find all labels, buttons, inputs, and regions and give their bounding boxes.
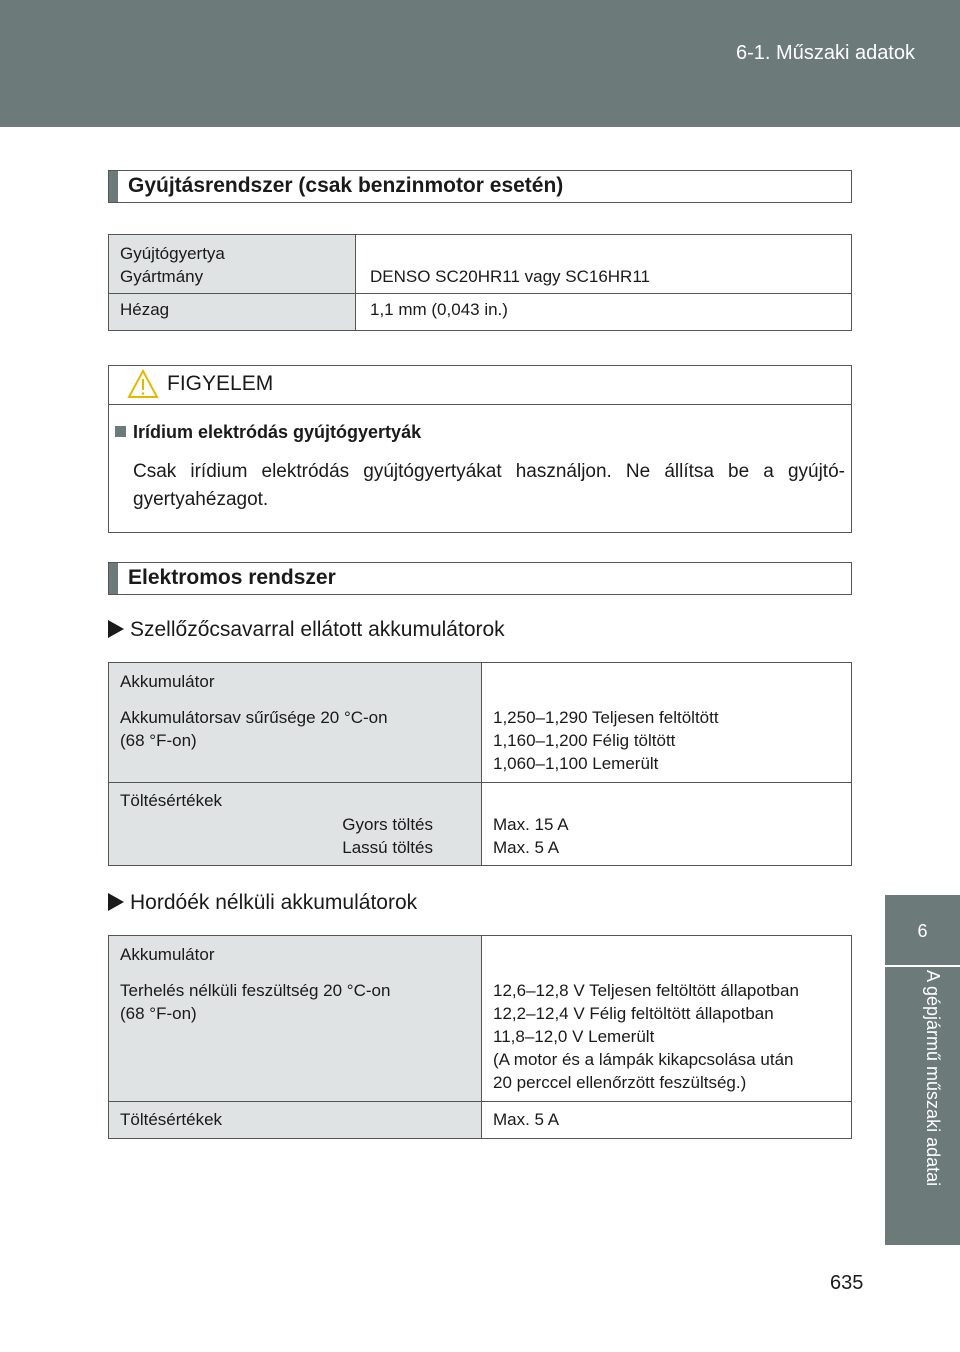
chapter-side-label: A gépjármű műszaki adatai xyxy=(923,970,943,1187)
value-text: 11,8–12,0 V Lemerült xyxy=(493,1027,655,1046)
warning-box xyxy=(108,365,852,533)
table-value-cell xyxy=(356,235,852,294)
label-text: Töltésértékek xyxy=(120,1110,223,1129)
warning-subtitle: Irídium elektródás gyújtógyertyák xyxy=(133,422,422,442)
value-text: Max. 15 A xyxy=(493,815,569,834)
table-value-cell xyxy=(482,663,852,783)
value-text: DENSO SC20HR11 vagy SC16HR11 xyxy=(370,267,650,286)
chapter-title: 6-1. Műszaki adatok xyxy=(736,42,915,64)
label-text: Gyújtógyertya xyxy=(120,244,225,263)
table-label-cell xyxy=(109,663,482,783)
label-text: Hézag xyxy=(120,300,170,319)
subsection-title-maintenance-free xyxy=(108,891,417,915)
label-text: Gyártmány xyxy=(120,267,204,286)
table-label-cell xyxy=(109,783,482,866)
label-text: Akkumulátor xyxy=(120,672,215,691)
table-row xyxy=(109,1102,852,1139)
value-text: 1,250–1,290 Teljesen feltöltött xyxy=(493,708,719,727)
label-text: Töltésértékek xyxy=(120,791,223,810)
section-title: Gyújtásrendszer (csak benzinmotor esetén) xyxy=(128,174,564,197)
chapter-number: 6 xyxy=(917,921,928,941)
table-value-cell xyxy=(356,294,852,331)
subsection-title-vented xyxy=(108,618,505,642)
vented-battery-table xyxy=(108,662,852,866)
value-text: 1,060–1,100 Lemerült xyxy=(493,754,659,773)
page-number: 635 xyxy=(830,1272,864,1294)
table-row xyxy=(109,783,852,866)
value-text: (A motor és a lámpák kikapcsolása után xyxy=(493,1050,794,1069)
warning-triangle-icon xyxy=(127,369,159,399)
table-row xyxy=(109,294,852,331)
square-bullet-icon xyxy=(115,426,126,437)
value-text: Max. 5 A xyxy=(493,838,560,857)
page-header xyxy=(0,0,960,127)
table-label-cell xyxy=(109,1102,482,1139)
table-value-cell xyxy=(482,936,852,1102)
label-text: Gyors töltés xyxy=(342,815,433,834)
label-text: Akkumulátorsav sűrűsége 20 °C-on xyxy=(120,708,388,727)
chapter-number-box xyxy=(885,895,960,967)
label-text: (68 °F-on) xyxy=(120,1004,197,1023)
triangle-bullet-icon xyxy=(108,893,124,911)
table-row xyxy=(109,936,852,1102)
value-text: 12,2–12,4 V Félig feltöltött állapotban xyxy=(493,1004,774,1023)
maintenance-free-battery-table xyxy=(108,935,852,1139)
value-text: Max. 5 A xyxy=(493,1110,560,1129)
section-heading-bar xyxy=(109,563,118,594)
subsection-title-text: Szellőzőcsavarral ellátott akkumulátorok xyxy=(130,618,505,641)
value-text: 20 perccel ellenőrzött feszültség.) xyxy=(493,1073,747,1092)
table-label-cell xyxy=(109,235,356,294)
section-title: Elektromos rendszer xyxy=(128,566,336,589)
label-text: Terhelés nélküli feszültség 20 °C-on xyxy=(120,981,391,1000)
warning-body: Csak irídium elektródás gyújtógyertyákat használjon. Ne állítsa be a gyújtó- gyertyahézagot. xyxy=(133,461,845,510)
section-heading-bar xyxy=(109,171,118,202)
table-row xyxy=(109,663,852,783)
triangle-bullet-icon xyxy=(108,620,124,638)
warning-header xyxy=(109,366,851,405)
label-text: Akkumulátor xyxy=(120,945,215,964)
subsection-title-text: Hordóék nélküli akkumulátorok xyxy=(130,891,418,914)
table-value-cell xyxy=(482,783,852,866)
section-heading-ignition xyxy=(108,170,852,203)
label-text: (68 °F-on) xyxy=(120,731,197,750)
table-row xyxy=(109,235,852,294)
value-text: 12,6–12,8 V Teljesen feltöltött állapotban xyxy=(493,981,799,1000)
table-label-cell xyxy=(109,936,482,1102)
value-text: 1,160–1,200 Félig töltött xyxy=(493,731,676,750)
warning-title: FIGYELEM xyxy=(167,372,274,395)
chapter-side-tab xyxy=(885,895,960,1245)
ignition-spec-table xyxy=(108,234,852,331)
table-value-cell xyxy=(482,1102,852,1139)
table-label-cell xyxy=(109,294,356,331)
section-heading-electrical xyxy=(108,562,852,595)
label-text: Lassú töltés xyxy=(342,838,433,857)
value-text: 1,1 mm (0,043 in.) xyxy=(370,300,508,319)
